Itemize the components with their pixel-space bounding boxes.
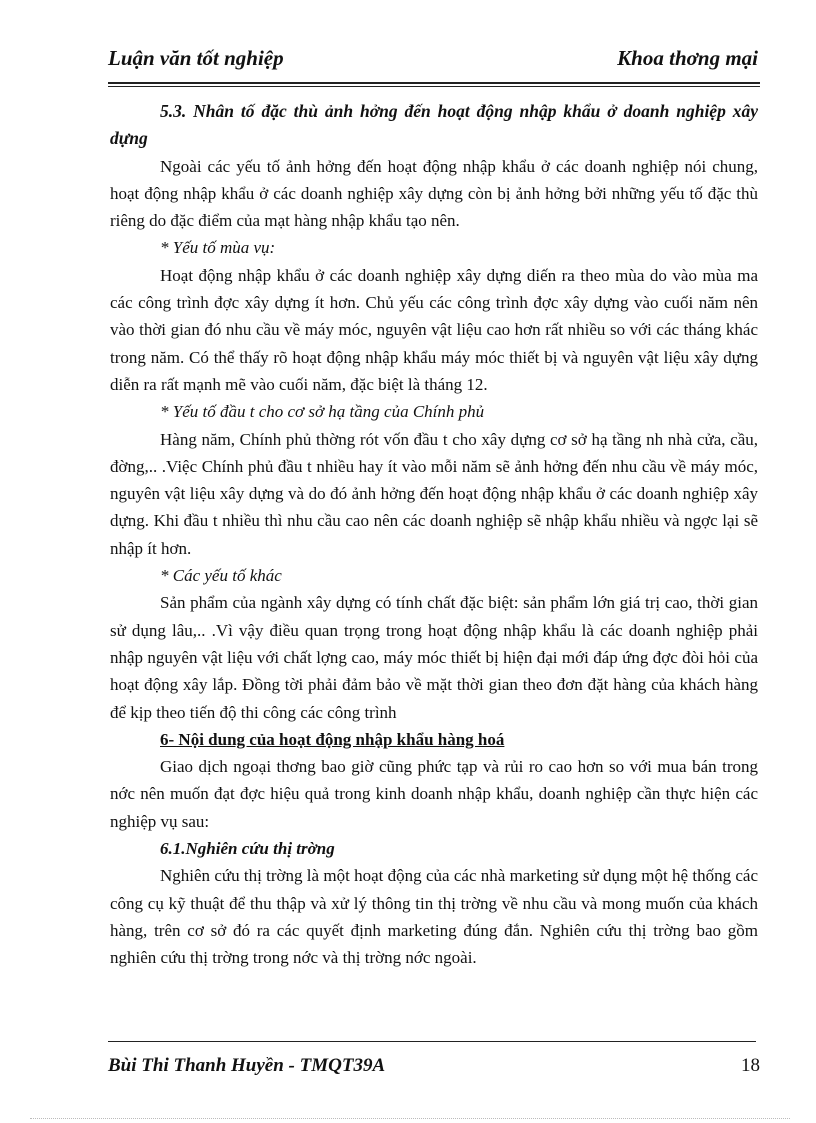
section-heading-6: 6- Nội dung của hoạt động nhập khẩu hàng hoá: [160, 729, 505, 749]
subheading-other-factors: * Các yếu tố khác: [160, 566, 282, 586]
footer-rule: [108, 1041, 756, 1042]
section-heading-5-3: 5.3. Nhân tố đặc thù ảnh hởng đến hoạt động nhập khẩu ở doanh nghiệp xây dựng: [110, 101, 758, 149]
paragraph-other-factors: Sản phẩm của ngành xây dựng có tính chất đặc biệt: sản phẩm lớn giá trị cao, thời gian sử dụng lâu,.. .Vì vậy điều quan trọng trong hoạt động nhập khẩu là các doanh nghiệp phải nhập nguyên vật liệu với chất lợng cao, máy móc thiết bị hiện đại mới đáp ứng đợc đòi hỏi của hoạt động xây lắp. Đồng tời phải đảm bảo về mặt thời gian theo đơn đặt hàng của khách hàng để kịp theo tiến độ thi công các công trình: [110, 593, 758, 722]
header-rule-thin: [108, 86, 760, 87]
paragraph-market-research: Nghiên cứu thị trờng là một hoạt động của các nhà marketing sử dụng một hệ thống các công cụ kỹ thuật để thu thập và xử lý thông tin thị trờng về nhu cầu và mong muốn của khách hàng, trên cơ sở đó ra các quyết định marketing đúng đắn. Nghiên cứu thị trờng bao gồm nghiên cứu thị trờng trong nớc và thị trờng nớc ngoài.: [110, 866, 758, 968]
paragraph-government-investment: Hàng năm, Chính phủ thờng rót vốn đầu t cho xây dựng cơ sở hạ tầng nh nhà cửa, cầu, đờng,.. .Việc Chính phủ đầu t nhiều hay ít vào mỗi năm sẽ ảnh hởng đến nhu cầu về máy móc, nguyên vật liệu xây dựng và do đó ảnh hởng đến hoạt động nhập khẩu ở các doanh nghiệp xây dựng. Khi đầu t nhiều thì nhu cầu cao nên các doanh nghiệp sẽ nhập khẩu nhiều và ngợc lại sẽ nhập ít hơn.: [110, 429, 758, 558]
paragraph-intro: Ngoài các yếu tố ảnh hởng đến hoạt động nhập khẩu ở các doanh nghiệp nói chung, hoạt động nhập khẩu ở các doanh nghiệp xây dựng còn bị ảnh hởng bởi những yếu tố đặc thù riêng do đặc điểm của mạt hàng nhập khẩu tạo nên.: [110, 156, 758, 231]
header-faculty: Khoa thơng mại: [617, 46, 758, 70]
header-thesis-title: Luận văn tốt nghiệp: [108, 46, 284, 70]
section-heading-6-1: 6.1.Nghiên cứu thị trờng: [160, 839, 335, 859]
page-edge-dotted-line: [30, 1118, 790, 1119]
subheading-seasonal: * Yếu tố mùa vụ:: [160, 238, 276, 258]
page-header: [108, 46, 758, 82]
page-footer: [108, 1055, 760, 1085]
document-body: [110, 98, 758, 972]
paragraph-import-content: Giao dịch ngoại thơng bao giờ cũng phức tạp và rủi ro cao hơn so với mua bán trong nớc nên muốn đạt đợc hiệu quả trong kinh doanh nhập khẩu, doanh nghiệp cần thực hiện các nghiệp vụ sau:: [110, 757, 758, 831]
header-rule: [108, 82, 760, 84]
page-number: 18: [741, 1055, 760, 1076]
subheading-government-investment: * Yếu tố đầu t cho cơ sở hạ tầng của Chính phủ: [160, 402, 485, 422]
paragraph-seasonal: Hoạt động nhập khẩu ở các doanh nghiệp xây dựng diến ra theo mùa do vào mùa ma các công trình đợc xây dựng ít hơn. Chủ yếu các công trình đợc xây dựng vào cuối năm nên vào thời gian đó nhu cầu về máy móc, nguyên vật liệu cao hơn rất nhiều so với các tháng khác trong năm. Có thể thấy rõ hoạt động nhập khẩu máy móc thiết bị và nguyên vật liệu xây dựng diễn ra rất mạnh mẽ vào cuối năm, đặc biệt là tháng 12.: [110, 265, 758, 394]
footer-author: Bùi Thi Thanh Huyền - TMQT39A: [108, 1055, 386, 1076]
